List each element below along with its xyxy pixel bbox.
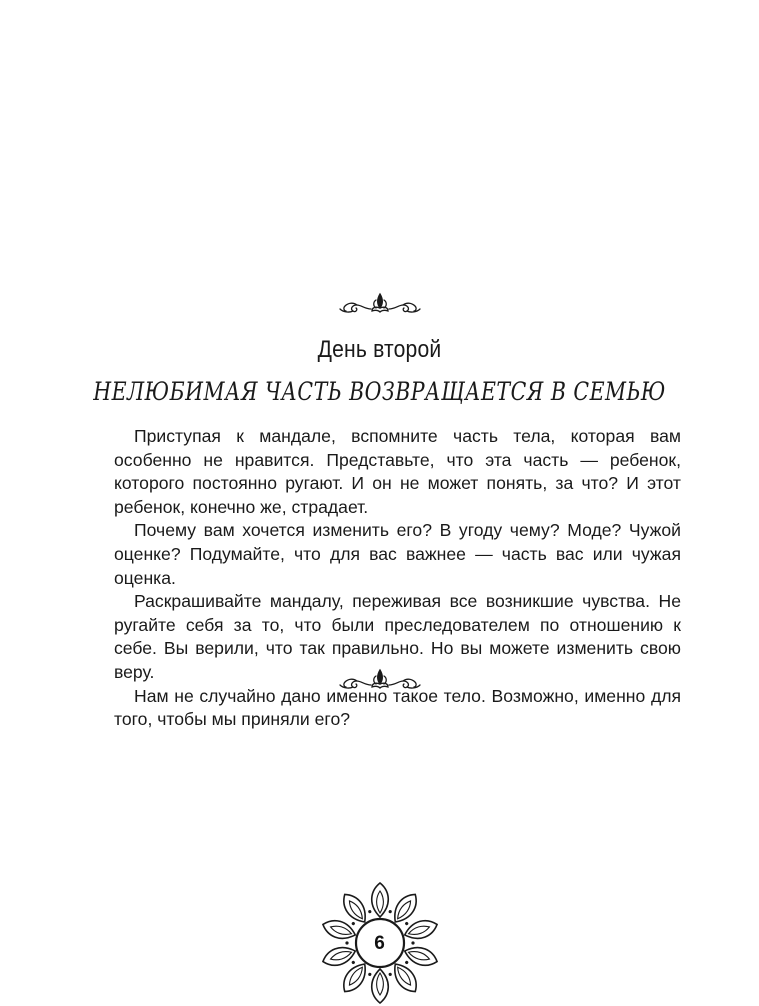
paragraph: Раскрашивайте мандалу, переживая все возникшие чувства. Не ругайте себя за то, что были преследователем по отношению к себе. Вы верили, что так правильно. Но вы можете изменить свою веру. (114, 591, 681, 682)
top-flourish-divider-icon (337, 290, 423, 320)
chapter-title: НЕЛЮБИМАЯ ЧАСТЬ ВОЗВРАЩАЕТСЯ В СЕМЬЮ (93, 377, 666, 406)
page-number: 6 (374, 933, 385, 954)
paragraph: Нам не случайно дано именно такое тело. Возможно, именно для того, чтобы мы приняли его? (114, 685, 681, 730)
day-title: День второй (317, 336, 442, 363)
bottom-flourish-divider-icon (337, 666, 423, 696)
paragraph: Приступая к мандале, вспомните часть тела, которая вам особенно не нравится. Представьте, что эта часть — ребенок, которого постоянно ругают. И он не может понять, за что? И этот ребенок, конечно же, страдает. (114, 426, 681, 517)
paragraph: Почему вам хочется изменить его? В угоду чему? Моде? Чужой оценке? Подумайте, что для вас важнее — часть вас или чужая оценка. (114, 520, 681, 588)
